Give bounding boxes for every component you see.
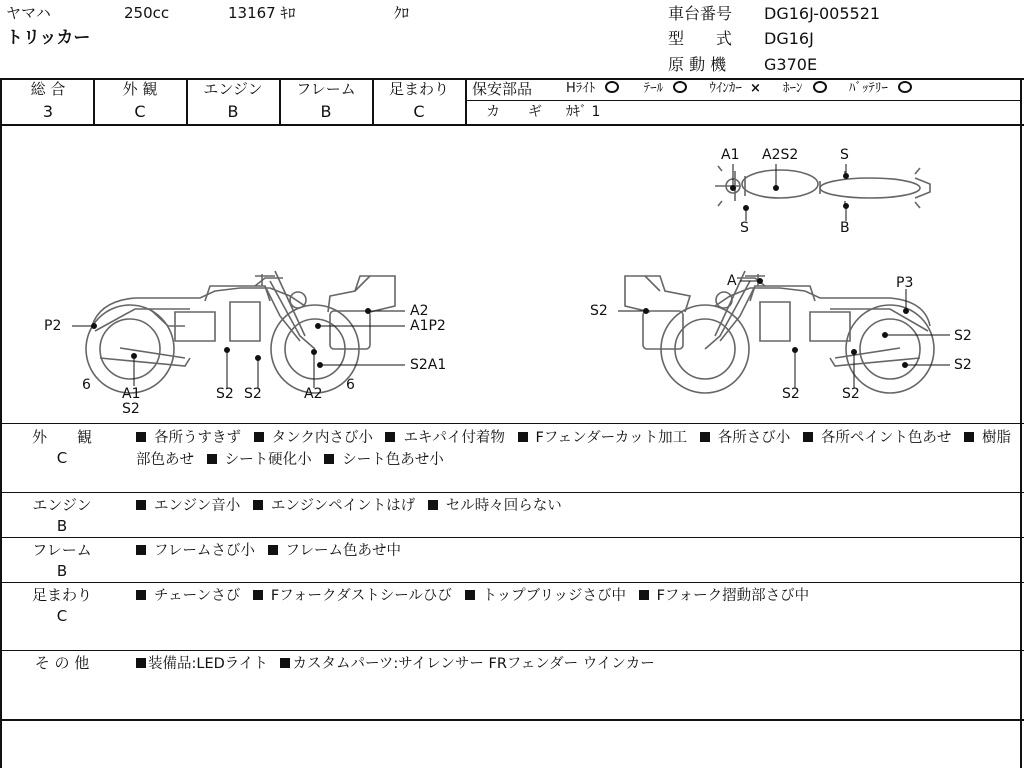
safety-items xyxy=(566,81,912,97)
damage-label: A2S2 xyxy=(762,147,799,163)
detail-grade-suspension: C xyxy=(56,607,68,625)
detail-title-engine: エンジン xyxy=(32,496,92,514)
bullet-square-icon xyxy=(803,432,813,442)
safety-item-headlight: Hﾗｲﾄ xyxy=(566,81,596,96)
bullet-square-icon xyxy=(136,658,146,668)
detail-item: セル時々回らない xyxy=(445,498,562,514)
ok-circle-icon xyxy=(898,81,912,93)
divider xyxy=(0,719,1024,721)
detail-item: Fフォーク摺動部さび中 xyxy=(656,588,810,604)
ng-cross-icon: × xyxy=(749,81,761,96)
damage-label: S2 xyxy=(954,328,972,344)
damage-label: 6 xyxy=(346,377,355,393)
damage-label: S2 xyxy=(244,386,262,402)
detail-item: 各所うすきず xyxy=(154,430,241,446)
detail-item: トップブリッジさび中 xyxy=(482,588,626,604)
detail-item: Fフェンダーカット加工 xyxy=(535,430,688,446)
damage-label: S2 xyxy=(782,386,800,402)
detail-items-suspension xyxy=(136,585,1016,607)
divider xyxy=(465,78,467,125)
rating-value-engine: B xyxy=(227,102,239,121)
divider xyxy=(0,650,1024,651)
detail-grade-exterior: C xyxy=(56,449,68,467)
detail-items-exterior xyxy=(136,427,1016,471)
bullet-square-icon xyxy=(136,590,146,600)
rating-label-exterior: 外 観 xyxy=(122,80,158,98)
ok-circle-icon xyxy=(605,81,619,93)
chassis-value: DG16J-005521 xyxy=(764,4,881,23)
ok-circle-icon xyxy=(673,81,687,93)
detail-title-exterior: 外 観 xyxy=(31,428,92,446)
rating-label-engine: エンジン xyxy=(203,80,263,98)
rating-label-overall: 総 合 xyxy=(30,80,66,98)
damage-label: S xyxy=(740,220,749,236)
mileage: 13167 ｷﾛ xyxy=(228,4,296,22)
detail-item: チェーンさび xyxy=(154,588,241,604)
damage-label: S2 xyxy=(954,357,972,373)
damage-label: B xyxy=(840,220,850,236)
model-name: トリッカー xyxy=(6,28,91,48)
rating-value-overall: 3 xyxy=(42,102,54,121)
detail-item: エキパイ付着物 xyxy=(403,430,505,446)
bike-right-view xyxy=(625,271,934,393)
damage-label: A2 xyxy=(304,386,323,402)
type-value: DG16J xyxy=(764,29,814,48)
safety-label: 保安部品 xyxy=(472,80,533,98)
detail-item: 樹脂部色あせ xyxy=(136,430,1011,468)
bullet-square-icon xyxy=(253,500,263,510)
damage-label: S2 xyxy=(122,401,140,417)
safety-item-tail: ﾃｰﾙ xyxy=(643,81,664,96)
damage-label: P2 xyxy=(44,318,62,334)
detail-item: タンク内さび小 xyxy=(271,430,373,446)
displacement: 250cc xyxy=(124,4,170,22)
detail-title-other: そ の 他 xyxy=(34,654,90,672)
divider xyxy=(372,78,374,125)
damage-label: S2 xyxy=(590,303,608,319)
detail-item: 装備品:LEDライト xyxy=(148,656,268,672)
detail-title-frame: フレーム xyxy=(32,541,92,559)
damage-label: S2 xyxy=(216,386,234,402)
divider xyxy=(0,582,1024,583)
damage-label: S2 xyxy=(842,386,860,402)
bullet-square-icon xyxy=(136,432,146,442)
motorcycle-diagram xyxy=(0,126,1024,422)
detail-items-frame xyxy=(136,540,1016,562)
bullet-square-icon xyxy=(280,658,290,668)
bullet-square-icon xyxy=(253,590,263,600)
damage-label: 6 xyxy=(82,377,91,393)
key-label: カ ギ xyxy=(486,104,542,120)
bullet-square-icon xyxy=(518,432,528,442)
key-value: ｶｷﾞ 1 xyxy=(566,104,601,120)
detail-item: Fフォークダストシールひび xyxy=(270,588,452,604)
color: ｸﾛ xyxy=(394,4,410,22)
divider xyxy=(0,492,1024,493)
bullet-square-icon xyxy=(428,500,438,510)
bullet-square-icon xyxy=(385,432,395,442)
damage-label: A1 xyxy=(122,386,141,402)
safety-item-winker: ｳｲﾝｶｰ xyxy=(709,81,742,96)
divider xyxy=(466,100,1022,101)
detail-items-other xyxy=(136,653,1016,675)
engine-value: G370E xyxy=(764,55,818,74)
damage-label: P3 xyxy=(896,275,914,291)
bullet-square-icon xyxy=(136,545,146,555)
bullet-square-icon xyxy=(639,590,649,600)
detail-item: フレーム色あせ中 xyxy=(285,543,401,559)
rating-label-suspension: 足まわり xyxy=(388,80,449,98)
divider xyxy=(0,423,1024,424)
damage-label: A1 xyxy=(721,147,740,163)
ok-circle-icon xyxy=(813,81,827,93)
bullet-square-icon xyxy=(964,432,974,442)
maker: ヤマハ xyxy=(6,4,51,22)
detail-items-engine xyxy=(136,495,1016,517)
divider xyxy=(0,537,1024,538)
detail-item: フレームさび小 xyxy=(154,543,255,559)
safety-item-battery: ﾊﾞｯﾃﾘｰ xyxy=(848,81,888,96)
divider xyxy=(186,78,188,125)
type-label: 型 式 xyxy=(668,29,733,48)
bullet-square-icon xyxy=(268,545,278,555)
bullet-square-icon xyxy=(324,454,334,464)
damage-label: S xyxy=(840,147,849,163)
rating-value-exterior: C xyxy=(134,102,146,121)
detail-grade-engine: B xyxy=(56,517,68,535)
rating-value-frame: B xyxy=(320,102,332,121)
detail-item: 各所さび小 xyxy=(717,430,791,446)
bullet-square-icon xyxy=(700,432,710,442)
damage-label: A2 xyxy=(410,303,429,319)
bullet-square-icon xyxy=(207,454,217,464)
damage-label: A1P2 xyxy=(410,318,446,334)
detail-item: シート硬化小 xyxy=(224,452,312,468)
detail-item: シート色あせ小 xyxy=(342,452,444,468)
damage-label: S2A1 xyxy=(410,357,447,373)
bike-top-view xyxy=(715,166,930,208)
bullet-square-icon xyxy=(136,500,146,510)
bullet-square-icon xyxy=(254,432,264,442)
damage-label: A xyxy=(727,273,737,289)
detail-item: カスタムパーツ:サイレンサー FRフェンダー ウインカー xyxy=(292,656,655,672)
detail-item: 各所ペイント色あせ xyxy=(820,430,952,446)
chassis-label: 車台番号 xyxy=(668,4,733,23)
detail-grade-frame: B xyxy=(56,562,68,580)
safety-item-horn: ﾎｰﾝ xyxy=(783,81,803,96)
bike-left-view xyxy=(86,271,395,393)
detail-item: エンジンペイントはげ xyxy=(270,498,416,514)
detail-title-suspension: 足まわり xyxy=(31,586,92,604)
divider xyxy=(93,78,95,125)
rating-label-frame: フレーム xyxy=(296,80,356,98)
engine-label: 原 動 機 xyxy=(668,55,727,74)
detail-item: エンジン音小 xyxy=(154,498,241,514)
divider xyxy=(279,78,281,125)
bullet-square-icon xyxy=(465,590,475,600)
rating-value-suspension: C xyxy=(413,102,425,121)
